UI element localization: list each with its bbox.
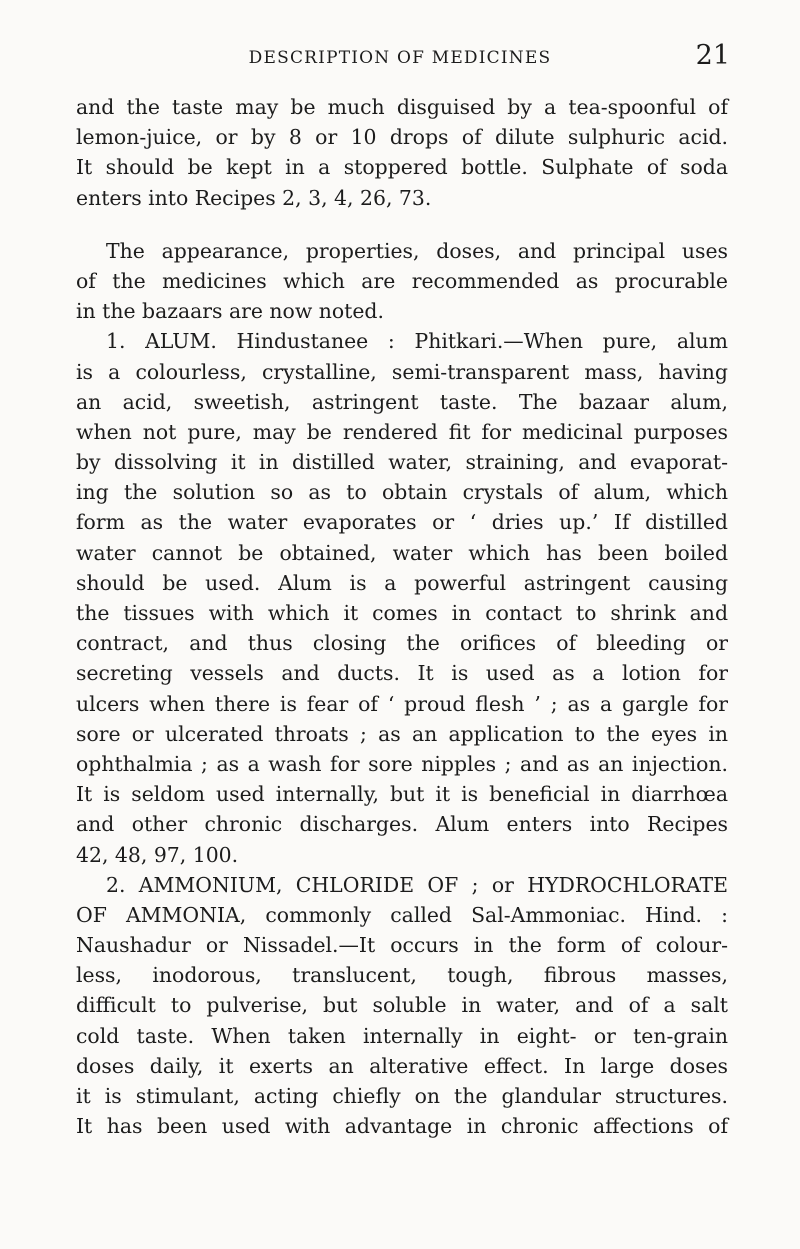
page-header — [70, 40, 730, 78]
text-line: ophthalmia ; as a wash for sore nipples ; and as an injection. — [76, 751, 728, 776]
text-line: 1. ALUM. Hindustanee : Phitkari.—When pure, alum — [106, 329, 728, 354]
text-line: sore or ulcerated throats ; as an application to the eyes in — [76, 721, 728, 746]
text-line: of the medicines which are recommended as procurable — [76, 268, 728, 293]
text-line: it is stimulant, acting chiefly on the glandular structures. — [76, 1084, 728, 1108]
text-line: and the taste may be much disguised by a tea-spoonful of — [76, 95, 728, 119]
text-line: 2. AMMONIUM, CHLORIDE OF ; or HYDROCHLORATE — [106, 872, 728, 897]
text-line: Naushadur or Nissadel.—It occurs in the form of colour- — [76, 933, 728, 958]
text-line: ulcers when there is fear of ‘ proud flesh ’ ; as a gargle for — [76, 691, 728, 716]
text-line: should be used. Alum is a powerful astringent causing — [76, 570, 728, 595]
text-line: 42, 48, 97, 100. — [76, 842, 239, 867]
text-line: OF AMMONIA, commonly called Sal-Ammoniac. Hind. : — [76, 902, 728, 927]
text-line: secreting vessels and ducts. It is used as a lotion for — [76, 661, 728, 686]
paragraph-overview — [76, 236, 728, 327]
running-title: DESCRIPTION OF MEDICINES — [248, 48, 552, 68]
text-line: form as the water evaporates or ‘ dries up.’ If distilled — [76, 510, 728, 535]
text-line: when not pure, may be rendered fit for medicinal purposes — [76, 419, 728, 444]
text-line: water cannot be obtained, water which has been boiled — [76, 540, 728, 565]
text-line: by dissolving it in distilled water, straining, and evaporat- — [76, 450, 728, 475]
text-line: enters into Recipes 2, 3, 4, 26, 73. — [76, 185, 432, 210]
text-line: less, inodorous, translucent, tough, fibrous masses, — [76, 963, 728, 988]
paragraph-alum — [76, 326, 728, 869]
paragraph-intro — [76, 92, 728, 213]
text-line: ing the solution so as to obtain crystals of alum, which — [76, 480, 728, 505]
text-line: lemon-juice, or by 8 or 10 drops of dilute sulphuric acid. — [76, 125, 728, 150]
text-line: doses daily, it exerts an alterative effect. In large doses — [76, 1053, 728, 1078]
text-line: The appearance, properties, doses, and principal uses — [106, 238, 728, 263]
text-line: is a colourless, crystalline, semi-transparent mass, having — [76, 359, 728, 384]
text-line: difficult to pulverise, but soluble in water, and of a salt — [76, 993, 728, 1018]
page-number: 21 — [695, 40, 730, 71]
text-line: cold taste. When taken internally in eight- or ten-grain — [76, 1023, 728, 1048]
paragraph-gap — [76, 213, 728, 236]
text-line: an acid, sweetish, astringent taste. The bazaar alum, — [76, 389, 728, 414]
text-line: It is seldom used internally, but it is beneficial in diarrhœa — [76, 782, 728, 807]
body-text — [76, 92, 728, 1141]
text-line: and other chronic discharges. Alum enters into Recipes — [76, 812, 728, 837]
text-line: It should be kept in a stoppered bottle. Sulphate of soda — [76, 155, 728, 180]
text-line: It has been used with advantage in chronic affections of — [76, 1114, 728, 1139]
paragraph-ammonium — [76, 870, 728, 1142]
text-line: in the bazaars are now noted. — [76, 299, 384, 324]
text-line: the tissues with which it comes in contact to shrink and — [76, 601, 728, 625]
text-line: contract, and thus closing the orifices of bleeding or — [76, 631, 728, 656]
